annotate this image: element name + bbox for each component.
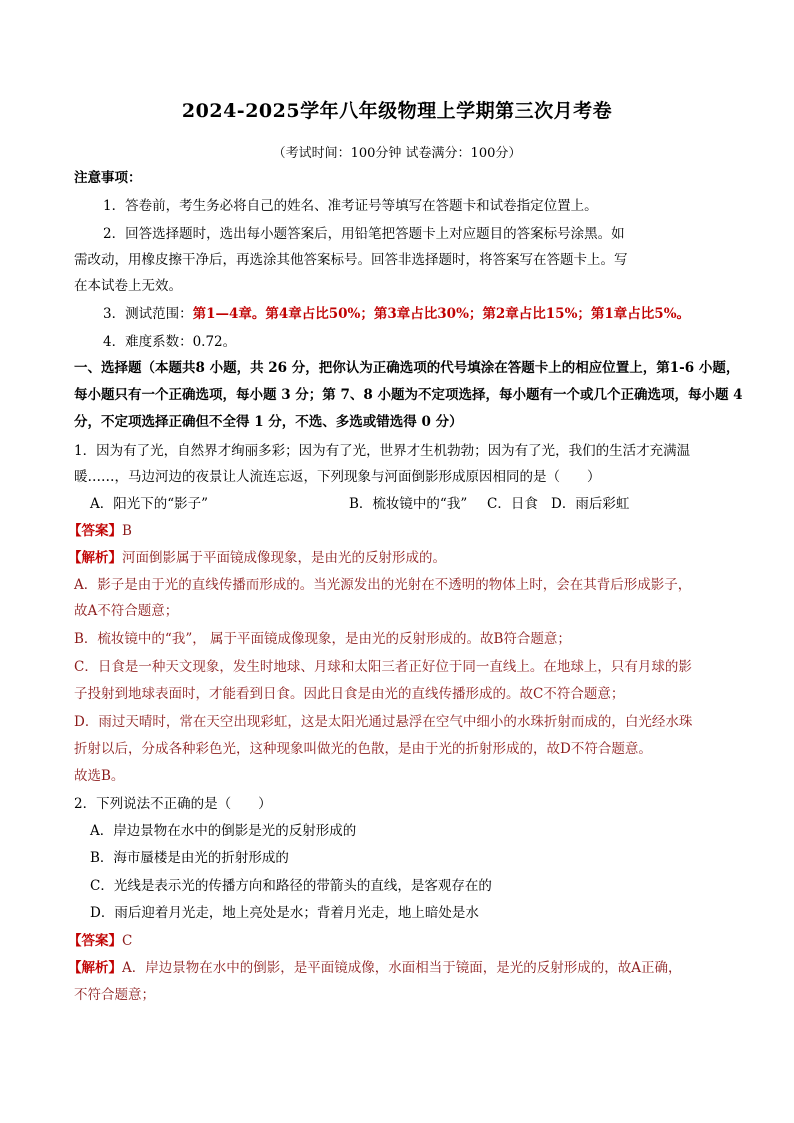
q1-conclusion: 故选B。 [74, 768, 125, 784]
q1-analysis-label: 【解析】 [68, 550, 122, 566]
q1-analysis-c-line-2: 子投射到地球表面时，才能看到日食。因此日食是由光的直线传播形成的。故C不符合题意； [74, 686, 625, 702]
q1-answer-label: 【答案】 [68, 523, 122, 539]
exam-subtitle: （考试时间：100分钟 试卷满分：100分） [272, 146, 522, 161]
q1-stem-line-2: 暖……，马边河边的夜景让人流连忘返，下列现象与河面倒影形成原因相同的是（ ） [74, 469, 601, 485]
q2-answer [68, 931, 132, 951]
q2-answer-value: C [122, 933, 133, 949]
q1-answer [68, 521, 132, 541]
q1-analysis-d-line-1: D．雨过天晴时，常在天空出现彩虹，这是太阳光通过悬浮在空气中细小的水珠折射而成的，白光经水珠 [74, 714, 693, 730]
q1-stem-line-1: 1．因为有了光，自然界才绚丽多彩；因为有了光，世界才生机勃勃；因为有了光，我们的生活才充满温 [74, 443, 691, 459]
notice-item-2-line-3: 在本试卷上无效。 [74, 278, 182, 294]
q1-option-b: B．梳妆镜中的“我” [349, 496, 468, 512]
notice-item-3 [103, 304, 690, 324]
section-1-line-2: 每小题只有一个正确选项，每小题 3 分；第 7、8 小题为不定项选择，每小题有一个或几个正确选项，每小题 4 [74, 387, 743, 403]
q1-option-c: C．日食 [487, 496, 538, 512]
q2-option-c: C．光线是表示光的传播方向和路径的带箭头的直线，是客观存在的 [90, 878, 492, 894]
q2-option-d: D．雨后迎着月光走，地上亮处是水；背着月光走，地上暗处是水 [90, 905, 479, 921]
notice-heading: 注意事项： [74, 170, 142, 186]
q1-analysis-text: 河面倒影属于平面镜成像现象，是由光的反射形成的。 [122, 550, 446, 566]
q2-stem: 2．下列说法不正确的是（ ） [74, 796, 272, 812]
q1-analysis [68, 548, 446, 568]
notice-item-4: 4．难度系数：0.72。 [103, 334, 237, 350]
exam-title: 2024-2025学年八年级物理上学期第三次月考卷 [181, 100, 613, 122]
q2-analysis [68, 958, 682, 978]
q2-analysis-a-line-2: 不符合题意； [74, 987, 155, 1003]
q1-analysis-c-line-1: C．日食是一种天文现象，发生时地球、月球和太阳三者正好位于同一直线上。在地球上，只有月球的影 [74, 659, 692, 675]
notice-item-2-line-2: 需改动，用橡皮擦干净后，再选涂其他答案标号。回答非选择题时，将答案写在答题卡上。写 [74, 252, 628, 268]
q2-answer-label: 【答案】 [68, 933, 122, 949]
q1-option-a: A．阳光下的“影子” [90, 496, 209, 512]
section-1-line-3: 分，不定项选择正确但不全得 1 分，不选、多选或错选得 0 分） [74, 414, 463, 430]
section-1-line-1: 一、选择题（本题共8 小题，共 26 分，把你认为正确选项的代号填涂在答题卡上的相应位置上，第1-6 小题， [74, 360, 740, 376]
notice-item-3-range: 第1—4章。第4章占比50%；第3章占比30%；第2章占比15%；第1章占比5%。 [192, 306, 691, 322]
notice-item-2-line-1: 2．回答选择题时，选出每小题答案后，用铅笔把答题卡上对应题目的答案标号涂黑。如 [103, 226, 625, 242]
q2-option-b: B．海市蜃楼是由光的折射形成的 [90, 850, 289, 866]
q2-analysis-label: 【解析】 [68, 960, 122, 976]
notice-item-3-prefix: 3．测试范围： [103, 306, 193, 322]
notice-item-1: 1．答卷前，考生务必将自己的姓名、准考证号等填写在答题卡和试卷指定位置上。 [103, 198, 598, 214]
q1-analysis-a-line-2: 故A不符合题意； [74, 603, 179, 619]
q1-analysis-d-line-2: 折射以后，分成各种彩色光，这种现象叫做光的色散，是由于光的折射形成的，故D不符合题意。 [74, 741, 652, 757]
q1-analysis-b: B．梳妆镜中的“我”， 属于平面镜成像现象，是由光的反射形成的。故B符合题意； [74, 631, 571, 647]
q1-option-d: D．雨后彩虹 [551, 496, 630, 512]
q1-analysis-a-line-1: A．影子是由于光的直线传播而形成的。当光源发出的光射在不透明的物体上时，会在其背后形成影子， [74, 577, 692, 593]
q2-option-a: A．岸边景物在水中的倒影是光的反射形成的 [90, 823, 357, 839]
q1-answer-value: B [122, 523, 132, 539]
q2-analysis-a-line-1: A．岸边景物在水中的倒影，是平面镜成像，水面相当于镜面，是光的反射形成的，故A正确， [122, 960, 682, 976]
